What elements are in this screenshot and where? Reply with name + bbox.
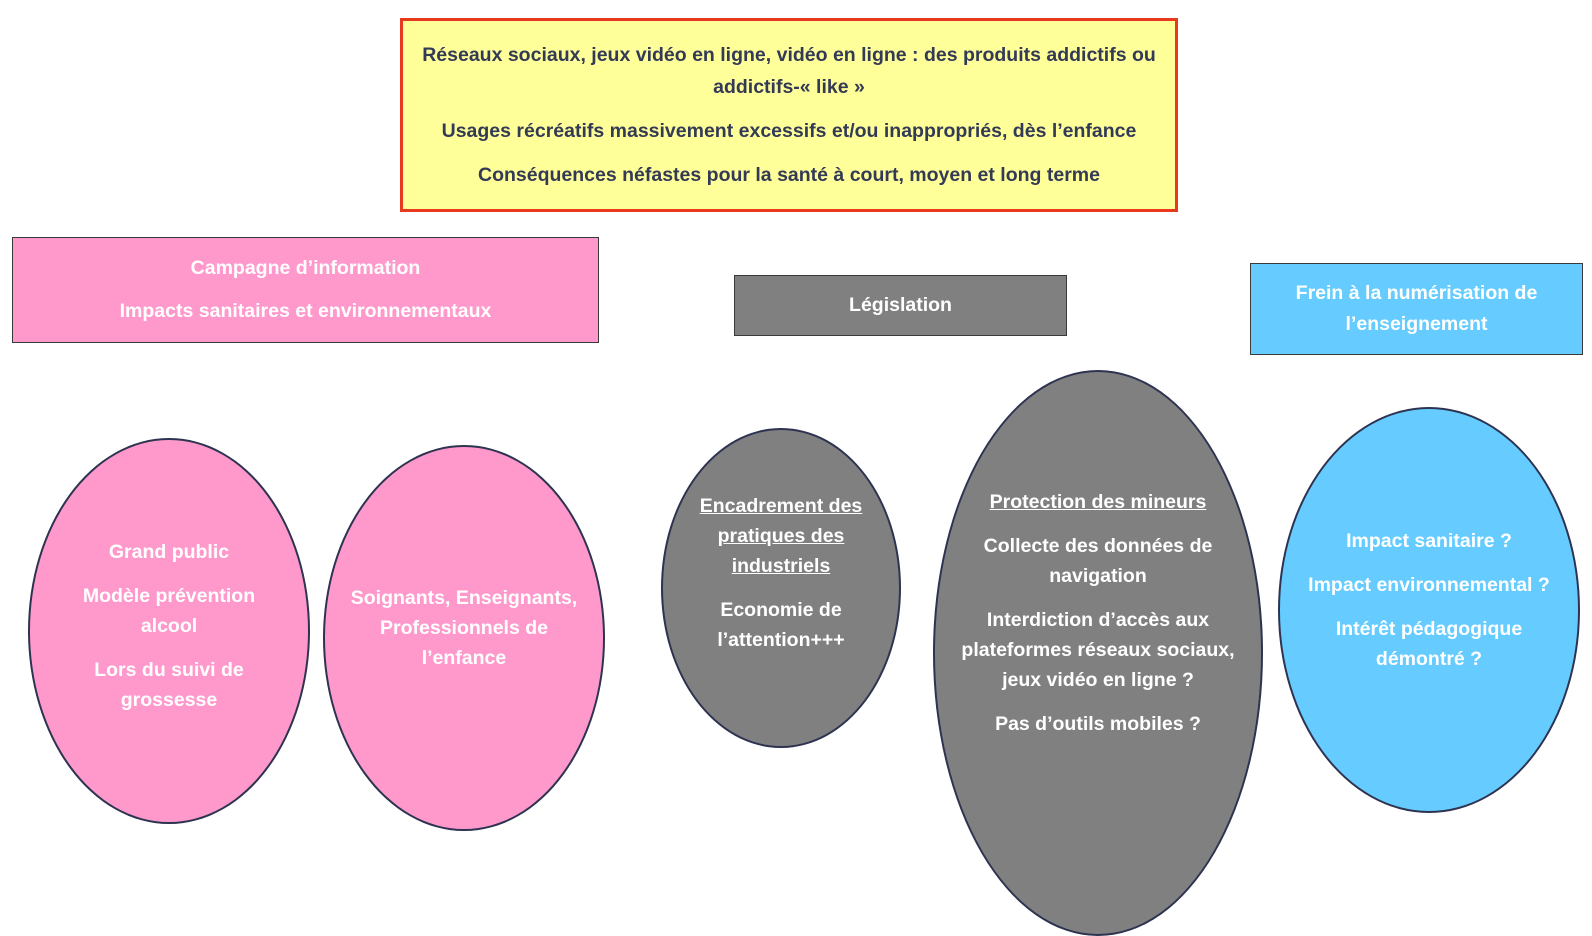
- header-campaign: [12, 237, 599, 343]
- summary-line-consequences: Conséquences néfastes pour la santé à court, moyen et long terme: [477, 164, 1100, 186]
- summary-line-usages: Usages récréatifs massivement excessifs et/ou inappropriés, dès l’enfance: [441, 120, 1137, 142]
- minors-data-collection: Collecte des données de navigation: [983, 535, 1213, 587]
- ellipse-industry: [661, 428, 901, 748]
- ellipse-grand-public: [28, 438, 310, 824]
- industry-attention-economy: Economie de l’attention+++: [717, 599, 845, 651]
- summary-box: [400, 18, 1178, 212]
- grand-public-title: Grand public: [108, 541, 230, 563]
- header-education-title: Frein à la numérisation de l’enseignement: [1295, 282, 1538, 335]
- professionals-text: Soignants, Enseignants, Professionnels de l’enfance: [350, 587, 578, 669]
- header-legislation-title: Législation: [849, 294, 952, 316]
- minors-mobile-tools: Pas d’outils mobiles ?: [995, 713, 1201, 735]
- header-campaign-subtitle: Impacts sanitaires et environnementaux: [119, 300, 492, 322]
- grand-public-pregnancy: Lors du suivi de grossesse: [94, 659, 244, 711]
- ellipse-professionals: [323, 445, 605, 831]
- ellipse-minors: [933, 370, 1263, 936]
- summary-line-products: Réseaux sociaux, jeux vidéo en ligne, vidéo en ligne : des produits addictifs ou addictifs-« like »: [422, 44, 1156, 98]
- minors-access-ban: Interdiction d’accès aux plateformes réseaux sociaux, jeux vidéo en ligne ?: [961, 609, 1235, 691]
- header-legislation: [734, 275, 1067, 336]
- header-campaign-title: Campagne d’information: [190, 257, 421, 279]
- header-education: [1250, 263, 1583, 355]
- ellipse-education: [1278, 407, 1580, 813]
- education-pedagogic-value: Intérêt pédagogique démontré ?: [1335, 618, 1523, 670]
- industry-title: Encadrement des pratiques des industriels: [699, 495, 863, 577]
- education-health-impact: Impact sanitaire ?: [1346, 530, 1512, 552]
- grand-public-model: Modèle prévention alcool: [82, 585, 256, 637]
- minors-title: Protection des mineurs: [989, 491, 1207, 513]
- education-environment-impact: Impact environnemental ?: [1308, 574, 1550, 596]
